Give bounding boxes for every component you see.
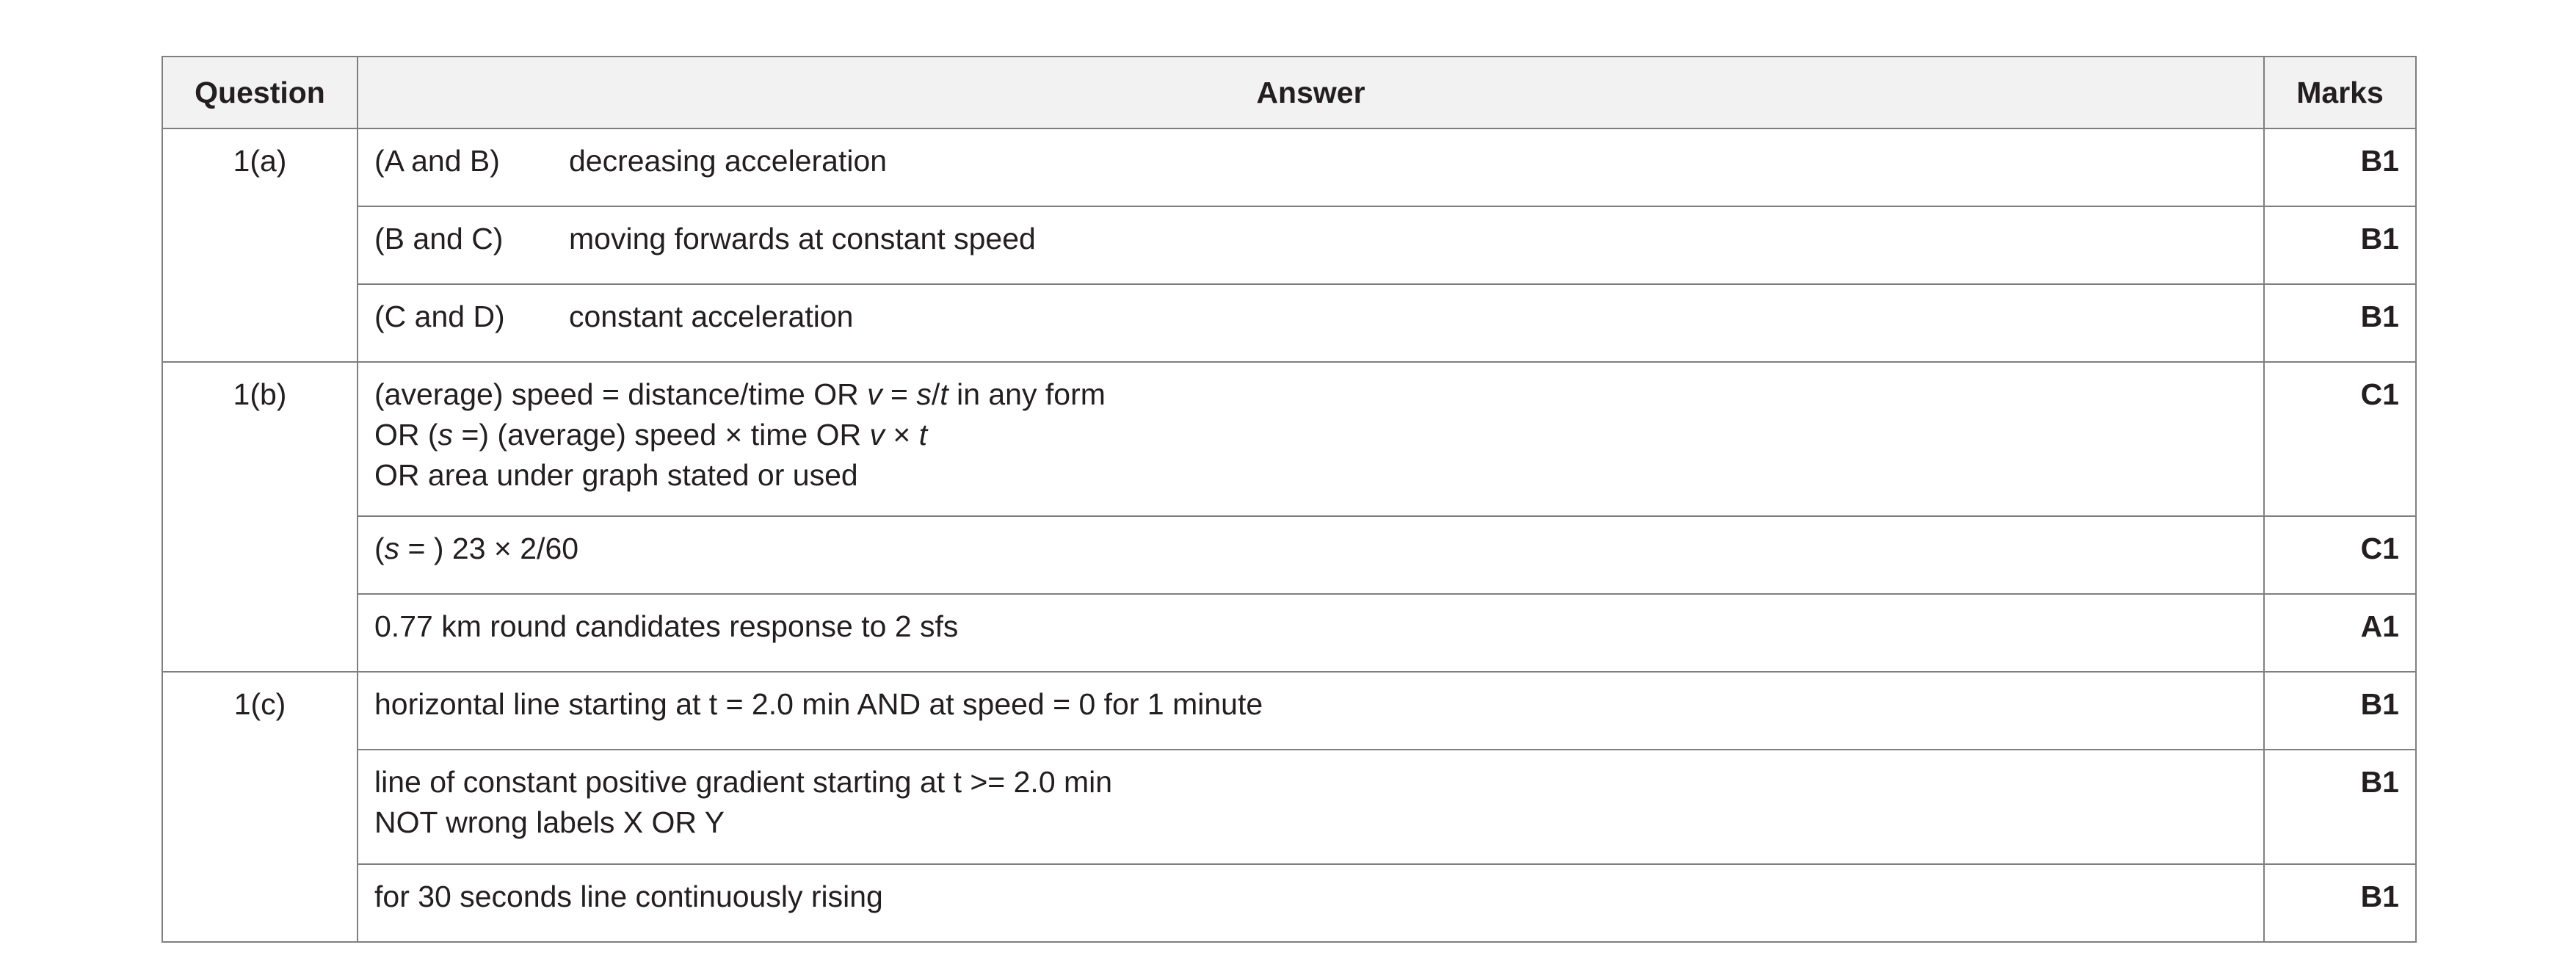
- answer-cell: [358, 284, 2264, 362]
- variable-s: s: [438, 418, 454, 452]
- answer-text: moving forwards at constant speed: [569, 222, 1036, 255]
- answer-label: (C and D): [374, 300, 505, 333]
- answer-line: [374, 374, 2247, 415]
- answer-cell: [358, 362, 2264, 516]
- answer-label: (A and B): [374, 144, 500, 178]
- mark-cell: B1: [2264, 672, 2416, 750]
- answer-line: NOT wrong labels X OR Y: [374, 805, 725, 839]
- mark-cell: B1: [2264, 284, 2416, 362]
- mark-scheme-table: [162, 56, 2417, 943]
- table-row: [162, 206, 2416, 284]
- table-row: [162, 672, 2416, 750]
- answer-column-header: Answer: [358, 57, 2264, 128]
- table-row: [162, 284, 2416, 362]
- mark-cell: C1: [2264, 362, 2416, 516]
- variable-s: s: [916, 377, 932, 411]
- marks-column-header: Marks: [2264, 57, 2416, 128]
- variable-s: s: [384, 532, 400, 565]
- answer-text: (: [374, 532, 385, 565]
- variable-v: v: [869, 418, 885, 452]
- answer-line: OR area under graph stated or used: [374, 458, 858, 492]
- table-row: [162, 516, 2416, 594]
- answer-line: [374, 415, 2247, 455]
- mark-cell: B1: [2264, 750, 2416, 864]
- variable-v: v: [867, 377, 882, 411]
- question-number: 1(c): [162, 672, 358, 942]
- mark-cell: A1: [2264, 594, 2416, 672]
- answer-text: in any form: [948, 377, 1106, 411]
- table-row: [162, 864, 2416, 942]
- variable-t: t: [940, 377, 948, 411]
- answer-text: decreasing acceleration: [569, 144, 888, 178]
- answer-cell: [358, 206, 2264, 284]
- answer-text: constant acceleration: [569, 300, 854, 333]
- answer-text: ×: [884, 418, 919, 452]
- question-column-header: Question: [162, 57, 358, 128]
- answer-text: =: [882, 377, 917, 411]
- answer-cell: horizontal line starting at t = 2.0 min AND at speed = 0 for 1 minute: [358, 672, 2264, 750]
- table-row: [162, 128, 2416, 206]
- mark-cell: B1: [2264, 864, 2416, 942]
- answer-cell: [358, 128, 2264, 206]
- answer-cell: [358, 750, 2264, 864]
- mark-cell: C1: [2264, 516, 2416, 594]
- answer-cell: [358, 516, 2264, 594]
- mark-cell: B1: [2264, 128, 2416, 206]
- question-number: 1(a): [162, 128, 358, 362]
- table-row: [162, 594, 2416, 672]
- answer-cell: for 30 seconds line continuously rising: [358, 864, 2264, 942]
- answer-text: /: [931, 377, 940, 411]
- answer-text: (average) speed = distance/time OR: [374, 377, 868, 411]
- header-row: [162, 57, 2416, 128]
- answer-cell: 0.77 km round candidates response to 2 sfs: [358, 594, 2264, 672]
- mark-cell: B1: [2264, 206, 2416, 284]
- answer-text: =) (average) speed × time OR: [453, 418, 870, 452]
- answer-label: (B and C): [374, 222, 504, 255]
- answer-text: OR (: [374, 418, 438, 452]
- answer-line: line of constant positive gradient starting at t >= 2.0 min: [374, 765, 1113, 799]
- answer-text: = ) 23 × 2/60: [399, 532, 579, 565]
- table-row: [162, 750, 2416, 864]
- variable-t: t: [918, 418, 928, 452]
- question-number: 1(b): [162, 362, 358, 672]
- table-row: [162, 362, 2416, 516]
